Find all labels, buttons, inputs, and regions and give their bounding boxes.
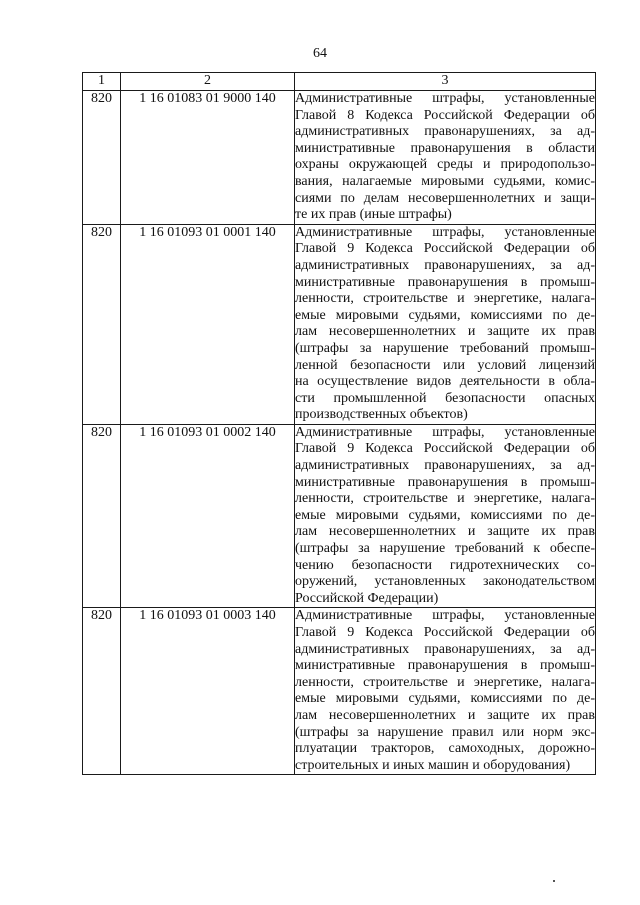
description-line: Административные штрафы, установленные	[295, 424, 595, 440]
description-line: вания, налагаемые мировыми судьями, комис-	[295, 173, 595, 189]
budget-code-cell: 1 16 01093 01 0001 140	[121, 224, 295, 424]
description-line: (штрафы за нарушение правил или норм экс-	[295, 724, 595, 740]
table-row	[83, 608, 596, 775]
description-line: лам несовершеннолетних и защите их прав	[295, 524, 595, 540]
description-line: Административные штрафы, установленные	[295, 224, 595, 240]
column-header-3: 3	[295, 73, 596, 91]
description-line: ленности, строительстве и энергетике, налага-	[295, 491, 595, 507]
table-row	[83, 424, 596, 608]
description-line: (штрафы за нарушение требований к обеспе-	[295, 541, 595, 557]
description-line: министративные правонарушения в промыш-	[295, 658, 595, 674]
description-line: административных правонарушениях, за ад-	[295, 124, 595, 140]
description-line: Главой 8 Кодекса Российской Федерации об	[295, 107, 595, 123]
budget-code-cell: 1 16 01083 01 9000 140	[121, 91, 295, 225]
table-body	[83, 91, 596, 775]
admin-code-cell: 820	[83, 91, 121, 225]
table-row	[83, 224, 596, 424]
description-line: на осуществление видов деятельности в обла-	[295, 374, 595, 390]
description-line: административных правонарушениях, за ад-	[295, 641, 595, 657]
column-header-1: 1	[83, 73, 121, 91]
table-row	[83, 91, 596, 225]
description-line: Административные штрафы, установленные	[295, 608, 595, 624]
budget-code-cell: 1 16 01093 01 0003 140	[121, 608, 295, 775]
description-cell	[295, 224, 596, 424]
budget-codes-table	[82, 72, 596, 775]
description-line: охраны окружающей среды и природопользо-	[295, 157, 595, 173]
description-line: чению безопасности гидротехнических со-	[295, 557, 595, 573]
description-line: Российской Федерации)	[295, 590, 439, 606]
admin-code-cell: 820	[83, 224, 121, 424]
column-header-2: 2	[121, 73, 295, 91]
description-line: ленности, строительстве и энергетике, налага-	[295, 674, 595, 690]
description-line: те их прав (иные штрафы)	[295, 207, 452, 223]
description-line: лам несовершеннолетних и защите их прав	[295, 324, 595, 340]
description-line: ленной безопасности или условий лицензий	[295, 357, 595, 373]
description-line: производственных объектов)	[295, 407, 468, 423]
description-line: Главой 9 Кодекса Российской Федерации об	[295, 441, 595, 457]
description-line: Главой 9 Кодекса Российской Федерации об	[295, 625, 595, 640]
description-line: сти промышленной безопасности опасных	[295, 390, 595, 406]
description-line: Административные штрафы, установленные	[295, 91, 595, 106]
description-line: (штрафы за нарушение требований промыш-	[295, 340, 595, 356]
description-line: емые мировыми судьями, комиссиями по де-	[295, 307, 595, 323]
admin-code-cell: 820	[83, 608, 121, 775]
description-line: емые мировыми судьями, комиссиями по де-	[295, 507, 595, 523]
description-line: министративные правонарушения в промыш-	[295, 474, 595, 490]
description-line: строительных и иных машин и оборудования)	[295, 757, 571, 773]
description-line: емые мировыми судьями, комиссиями по де-	[295, 691, 595, 707]
description-line: ленности, строительстве и энергетике, налага-	[295, 291, 595, 307]
description-line: Главой 9 Кодекса Российской Федерации об	[295, 241, 595, 257]
description-line: административных правонарушениях, за ад-	[295, 458, 595, 474]
page-number: 64	[313, 46, 327, 61]
description-line: административных правонарушениях, за ад-	[295, 257, 595, 273]
description-cell	[295, 424, 596, 608]
description-line: плуатации тракторов, самоходных, дорожно-	[295, 741, 595, 757]
description-line: министративные правонарушения в промыш-	[295, 274, 595, 290]
description-cell	[295, 608, 596, 775]
description-line: оружений, установленных законодательством	[295, 574, 595, 590]
scan-dot	[553, 880, 555, 882]
table-header-row	[83, 73, 596, 91]
description-cell	[295, 91, 596, 225]
budget-code-cell: 1 16 01093 01 0002 140	[121, 424, 295, 608]
description-line: министративные правонарушения в области	[295, 140, 595, 156]
description-line: сиями по делам несовершеннолетних и защи-	[295, 190, 595, 206]
admin-code-cell: 820	[83, 424, 121, 608]
description-line: лам несовершеннолетних и защите их прав	[295, 707, 595, 723]
